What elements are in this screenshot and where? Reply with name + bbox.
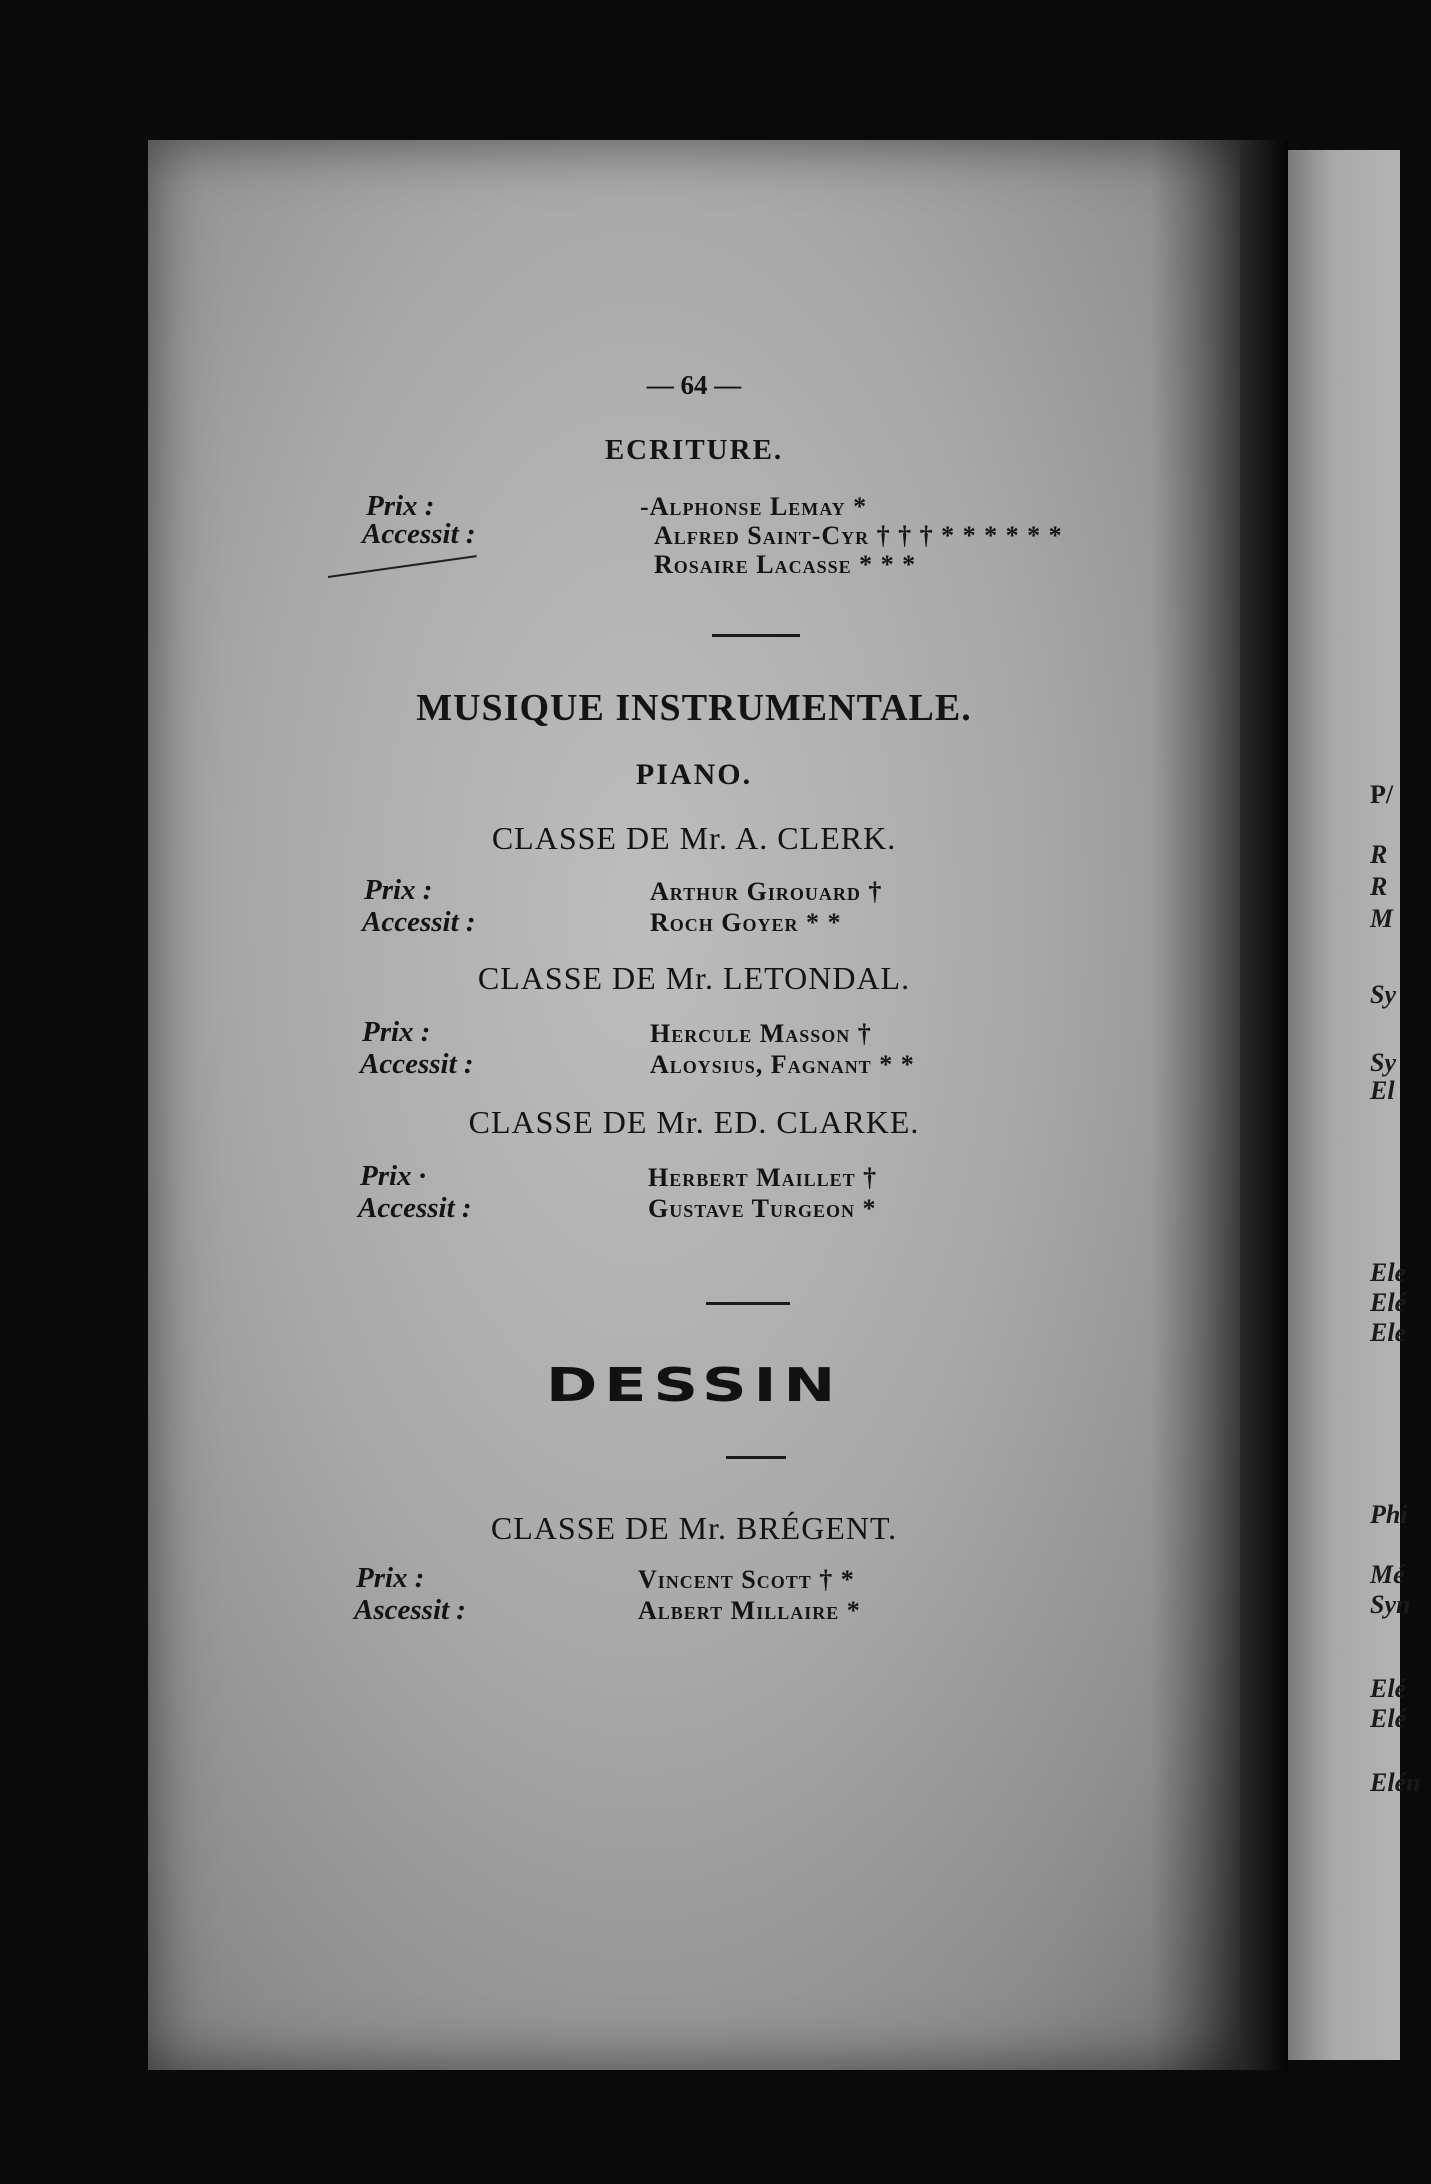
section-divider (726, 1456, 786, 1459)
entry-accessit-name: Aloysius, Fagnant * * (650, 1050, 915, 1079)
accessit-label: Accessit : (358, 1192, 472, 1224)
entry-accessit-name: Roch Goyer * * (650, 908, 842, 937)
side-fragment: El (1370, 1076, 1395, 1105)
section-divider (706, 1302, 790, 1305)
prix-label: Prix : (366, 490, 435, 522)
entry-accessit-name-2: Rosaire Lacasse * * * (654, 550, 917, 579)
class-title-clarke: CLASSE DE Mr. ED. CLARKE. (468, 1104, 920, 1140)
side-fragment: Mé (1370, 1560, 1405, 1589)
entry-accessit-name: Gustave Turgeon * (648, 1194, 877, 1223)
entry-accessit-name: Alfred Saint-Cyr † † † * * * * * * (654, 521, 1063, 550)
page-number: — 64 — (646, 370, 742, 400)
side-fragment: Elé (1370, 1288, 1407, 1317)
side-fragment: Syn (1370, 1590, 1411, 1619)
accessit-label: Ascessit : (354, 1594, 466, 1626)
adjacent-page-edge (1288, 150, 1421, 2060)
side-fragment: Ele (1370, 1258, 1407, 1287)
side-fragment: P/ (1370, 780, 1394, 809)
subheading-piano: PIANO. (635, 758, 753, 791)
ink-stroke (328, 555, 477, 578)
entry-prix-name: Hercule Masson † (650, 1019, 872, 1048)
accessit-label: Accessit : (362, 906, 476, 938)
accessit-label: Accessit : (360, 1048, 474, 1080)
entry-prix-name: -Alphonse Lemay * (640, 492, 868, 521)
prix-label: Prix · (360, 1160, 427, 1192)
entry-prix-name: Arthur Girouard † (650, 877, 883, 906)
class-title-clerk: CLASSE DE Mr. A. CLERK. (491, 820, 897, 856)
entry-accessit-name: Albert Millaire * (638, 1596, 861, 1625)
accessit-label: Accessit : (362, 518, 476, 550)
prix-label: Prix : (356, 1562, 425, 1594)
section-divider (712, 634, 800, 637)
side-fragment: R (1370, 872, 1388, 901)
side-fragment: R (1370, 840, 1388, 869)
side-fragment: Ele (1370, 1318, 1407, 1347)
side-fragment: Sy (1370, 1048, 1396, 1077)
side-fragment: Phi (1370, 1500, 1408, 1529)
side-fragment: Elén (1370, 1768, 1421, 1797)
class-title-letondal: CLASSE DE Mr. LETONDAL. (477, 960, 911, 996)
side-fragment: Sy (1370, 980, 1396, 1009)
section-heading-dessin: DESSIN (545, 1358, 843, 1412)
entry-prix-name: Vincent Scott † * (638, 1565, 855, 1594)
prix-label: Prix : (364, 874, 433, 906)
prix-label: Prix : (362, 1016, 431, 1048)
side-fragment: Elé (1370, 1704, 1407, 1733)
class-title-bregent: CLASSE DE Mr. BRÉGENT. (490, 1510, 898, 1546)
section-heading-musique: MUSIQUE INSTRUMENTALE. (416, 687, 972, 729)
book-gutter (1240, 140, 1288, 2070)
scanned-page (148, 140, 1240, 2070)
entry-prix-name: Herbert Maillet † (648, 1163, 878, 1192)
section-heading-ecriture: ECRITURE. (604, 434, 784, 466)
side-fragment: M (1370, 904, 1394, 933)
side-fragment: Elé (1370, 1674, 1407, 1703)
